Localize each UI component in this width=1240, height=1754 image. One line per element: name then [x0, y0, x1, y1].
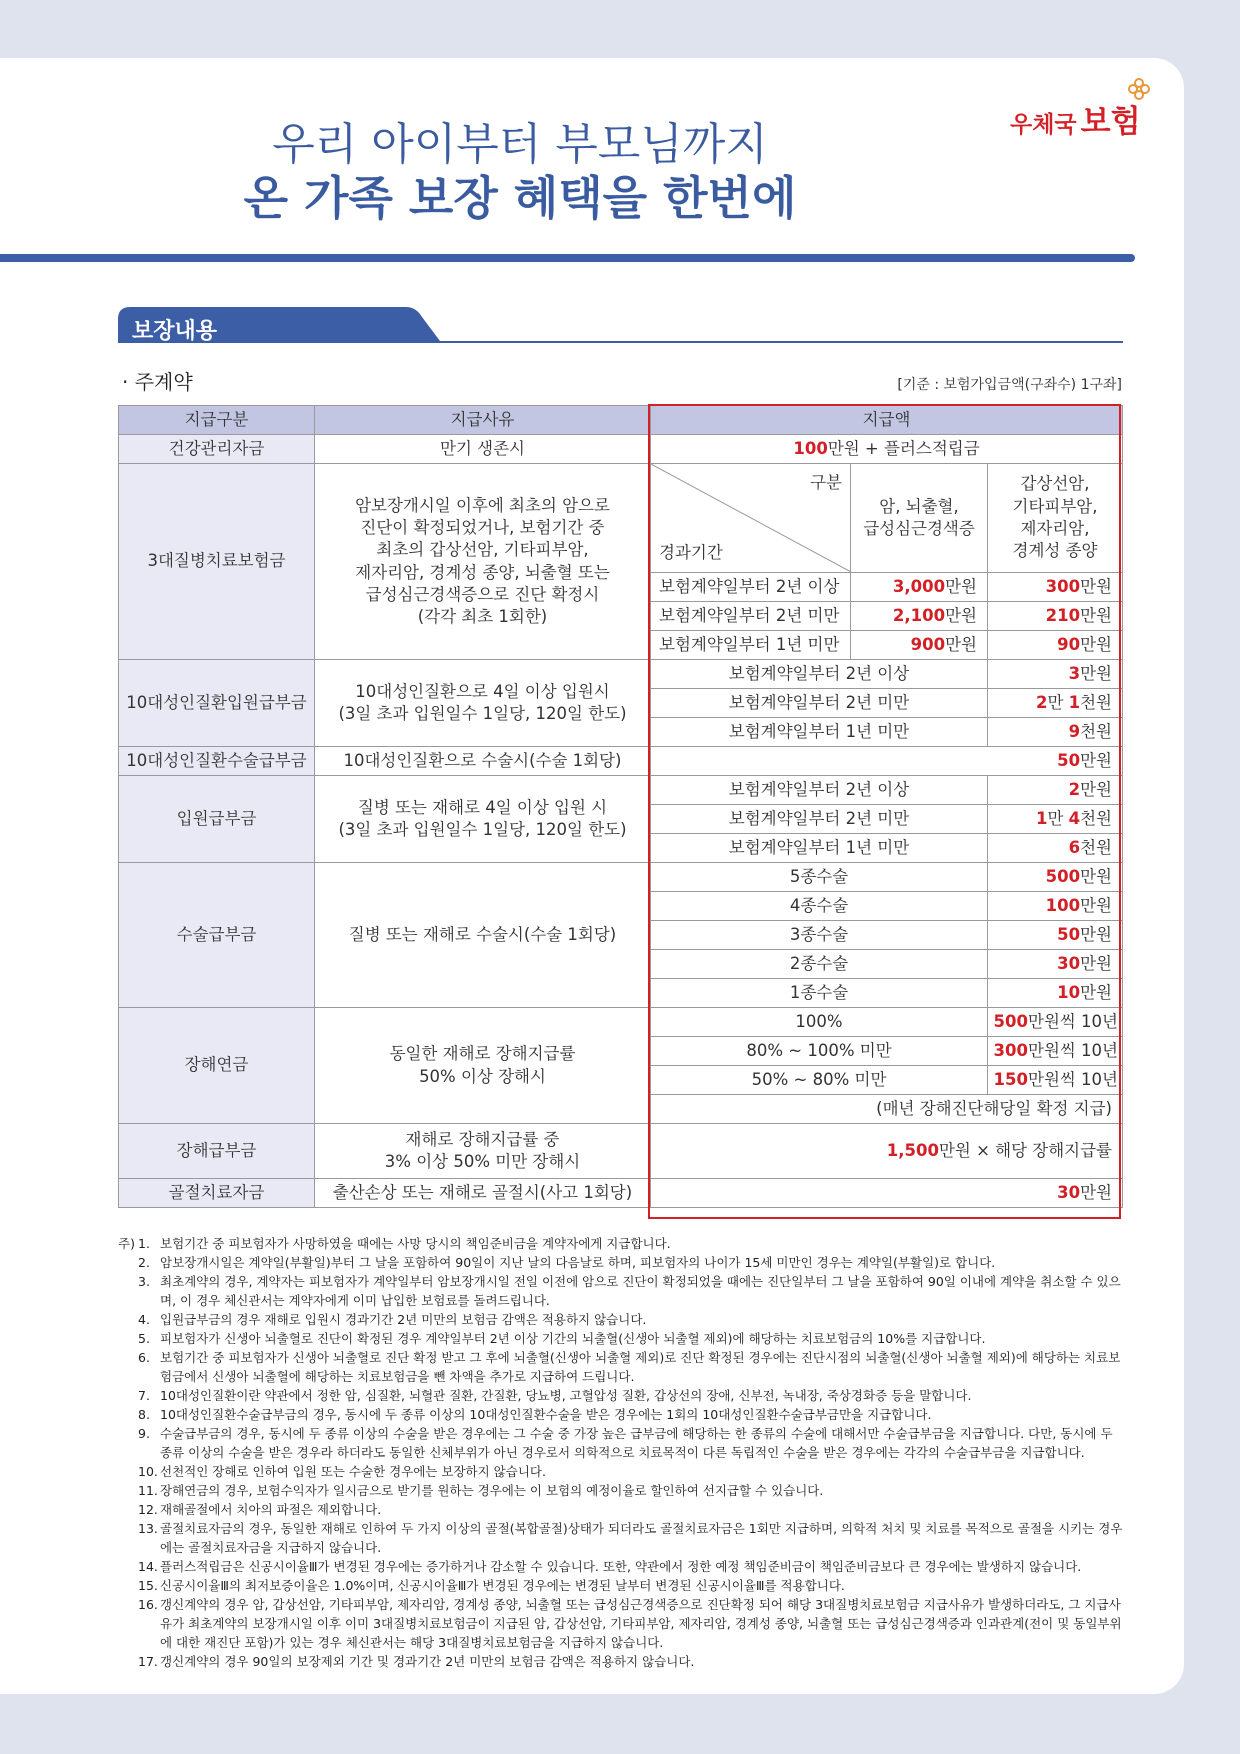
header-cell: 지급사유: [315, 406, 651, 435]
amount-cell: 300만원씩 10년: [988, 1037, 1123, 1066]
amount-cell: 10만원: [988, 979, 1123, 1008]
footnote-text: 10대성인질환수술급부금의 경우, 동시에 두 종류 이상의 10대성인질환수술을 받은 경우에는 1회의 10대성인질환수술급부금만을 지급합니다.: [160, 1407, 932, 1422]
amount-cell: 90만원: [988, 631, 1123, 660]
header-cell: 지급구분: [119, 406, 315, 435]
benefit-name: 장해급부금: [119, 1124, 315, 1179]
amount-cell: 100만원: [988, 892, 1123, 921]
surgery-type: 2종수술: [651, 950, 988, 979]
footnote-item: [118, 1234, 1126, 1253]
amount-part: 1: [1068, 692, 1081, 712]
footnote-text: 플러스적립금은 신공시이율Ⅲ가 변경된 경우에는 증가하거나 감소할 수 있습니다. 또한, 약관에서 정한 예정 책임준비금이 책임준비금보다 큰 경우에는 발생하지 않습니다.: [160, 1559, 1082, 1574]
footnote-number: 4.: [138, 1312, 150, 1327]
footnote-number: 12.: [138, 1502, 158, 1517]
footnote-text: 최초계약의 경우, 계약자는 피보험자가 계약일부터 암보장개시일 전일 이전에 암으로 진단이 확정되었을 때에는 진단일부터 그 날을 포함하여 90일 이내에 계약을 취소할 수 있으며, 이 경우 체신관서는 계약자에게 이미 납입한 보험료를 돌려드립니다.: [160, 1274, 1121, 1308]
footnote-text: 보험기간 중 피보험자가 신생아 뇌출혈로 진단 확정 받고 그 후에 뇌출혈(신생아 뇌출혈 제외)로 진단 확정된 경우에는 진단시점의 뇌출혈(신생아 뇌출혈 제외)에 해당하는 치료보험금에서 신생아 뇌출혈에 해당하는 치료보험금을 뺀 차액을 추가로 지급하여 드립니다.: [160, 1350, 1121, 1384]
amount-part: 만: [1047, 692, 1069, 712]
amount-part: 천원: [1080, 721, 1112, 741]
benefit-reason: 질병 또는 재해로 수술시(수술 1회당): [315, 863, 651, 1008]
footnote-text: 보험기간 중 피보험자가 사망하였을 때에는 사망 당시의 책임준비금을 계약자에게 지급합니다.: [160, 1236, 671, 1251]
column-header: 갑상선암, 기타피부암, 제자리암, 경계성 종양: [988, 464, 1123, 573]
coverage-table: [118, 405, 1123, 1208]
amount-cell: [988, 805, 1123, 834]
amount-cell: 210만원: [988, 602, 1123, 631]
footnote-text: 신공시이율Ⅲ의 최저보증이율은 1.0%이며, 신공시이율Ⅲ가 변경된 경우에는 변경된 날부터 변경된 신공시이율Ⅲ를 적용합니다.: [160, 1578, 845, 1593]
benefit-reason: 재해로 장해지급률 중 3% 이상 50% 미만 장해시: [315, 1124, 651, 1179]
footnote-number: 1.: [138, 1236, 150, 1251]
period-cell: 보험계약일부터 2년 이상: [651, 776, 988, 805]
amount-part: 3: [1068, 663, 1081, 683]
footnote-number: 16.: [138, 1597, 158, 1612]
footnote-item: [118, 1253, 1126, 1272]
footnote-item: [118, 1329, 1126, 1348]
amount-part: 9: [1068, 721, 1081, 741]
footnote-item: [118, 1595, 1126, 1652]
table-row: [119, 660, 1123, 689]
footnote-text: 골절치료자금의 경우, 동일한 재해로 인하여 두 가지 이상의 골절(복합골절)상태가 되더라도 골절치료자금은 1회만 지급하며, 의학적 처치 및 치료를 목적으로 골절을 시키는 경우에는 골절치료자금을 지급하지 않습니다.: [160, 1521, 1123, 1555]
benefit-amount: 100만원 + 플러스적립금: [651, 435, 1123, 464]
footnote-item: [118, 1652, 1126, 1671]
pension-note: (매년 장해진단해당일 확정 지급): [651, 1095, 1123, 1124]
footnote-number: 14.: [138, 1559, 158, 1574]
footnote-text: 피보험자가 신생아 뇌출혈로 진단이 확정된 경우 계약일부터 2년 이상 기간의 뇌출혈(신생아 뇌출혈 제외)에 해당하는 치료보험금의 10%를 지급합니다.: [160, 1331, 986, 1346]
surgery-type: 1종수술: [651, 979, 988, 1008]
amount-cell: 3,000만원: [851, 573, 988, 602]
table-row: [119, 1008, 1123, 1037]
amount-cell: 900만원: [851, 631, 988, 660]
footnote-number: 15.: [138, 1578, 158, 1593]
amount-cell: [988, 776, 1123, 805]
basis-note: [기준 : 보험가입금액(구좌수) 1구좌]: [897, 377, 1122, 393]
table-row: [119, 1124, 1123, 1179]
benefit-reason: 10대성인질환으로 4일 이상 입원시 (3일 초과 입원일수 1일당, 120일 한도): [315, 660, 651, 747]
amount-part: 1: [1035, 808, 1048, 828]
table-row: [119, 1179, 1123, 1208]
footnote-text: 갱신계약의 경우 암, 갑상선암, 기타피부암, 제자리암, 경계성 종양, 뇌출혈 또는 급성심근경색증으로 진단확정 되어 해당 3대질병치료보험금 지급사유가 발생하더라도, 그 지급사유가 최초계약의 보장개시일 이후 이미 3대질병치료보험금이 지급된 암, 갑상선암, 기타피부암, 제자리암, 경계성 종양, 뇌출혈 또는 급성심근경색증과 인과관계(전이 및 동일부위에 대한 재진단 포함)가 있는 경우 체신관서는 해당 3대질병치료보험금을 지급하지 않습니다.: [160, 1597, 1122, 1650]
surgery-type: 5종수술: [651, 863, 988, 892]
benefit-reason: 질병 또는 재해로 4일 이상 입원 시 (3일 초과 입원일수 1일당, 120일 한도): [315, 776, 651, 863]
footnote-number: 11.: [138, 1483, 158, 1498]
footnote-number: 7.: [138, 1388, 150, 1403]
section-header: [118, 307, 1123, 349]
table-row: [119, 435, 1123, 464]
amount-cell: 50만원: [988, 921, 1123, 950]
benefit-name: 건강관리자금: [119, 435, 315, 464]
footnote-item: [118, 1500, 1126, 1519]
footnote-item: [118, 1348, 1126, 1386]
table-row: [119, 776, 1123, 805]
benefit-name: 10대성인질환입원급부금: [119, 660, 315, 747]
footnote-number: 6.: [138, 1350, 150, 1365]
table-row: [119, 747, 1123, 776]
amount-part: 만: [1047, 808, 1069, 828]
footnotes: [118, 1234, 1126, 1671]
period-cell: 보험계약일부터 1년 미만: [651, 718, 988, 747]
footnote-item: [118, 1576, 1126, 1595]
page-title-line2: 온 가족 보장 혜택을 한번에: [243, 171, 797, 225]
benefit-name: 3대질병치료보험금: [119, 464, 315, 660]
period-cell: 보험계약일부터 2년 미만: [651, 602, 851, 631]
diagonal-header-cell: 구분 경과기간: [651, 464, 851, 573]
flower-icon: [1128, 78, 1150, 100]
footnote-text: 선천적인 장해로 인하여 입원 또는 수술한 경우에는 보장하지 않습니다.: [160, 1464, 546, 1479]
footnote-prefix: 주): [118, 1236, 135, 1251]
table-row: [119, 464, 1123, 573]
header-cell: 지급액: [651, 406, 1123, 435]
footnote-number: 8.: [138, 1407, 150, 1422]
benefit-name: 장해연금: [119, 1008, 315, 1124]
period-cell: 보험계약일부터 1년 미만: [651, 631, 851, 660]
amount-part: 만원: [1080, 779, 1112, 799]
table-header-row: [119, 406, 1123, 435]
footnote-item: [118, 1310, 1126, 1329]
footnote-text: 재해골절에서 치아의 파절은 제외합니다.: [160, 1502, 382, 1517]
footnote-text: 장해연금의 경우, 보험수익자가 일시금으로 받기를 원하는 경우에는 이 보험의 예정이율로 할인하여 선지급할 수 있습니다.: [160, 1483, 824, 1498]
amount-part: 2: [1035, 692, 1048, 712]
disability-rate: 80% ~ 100% 미만: [651, 1037, 988, 1066]
amount-cell: [988, 718, 1123, 747]
amount-part: 4: [1068, 808, 1081, 828]
footnote-text: 10대성인질환이란 약관에서 정한 암, 심질환, 뇌혈관 질환, 간질환, 당뇨병, 고혈압성 질환, 갑상선의 장애, 신부전, 녹내장, 죽상경화증 등을 말합니다.: [160, 1388, 972, 1403]
footnote-number: 5.: [138, 1331, 150, 1346]
amount-part: 만원: [1080, 663, 1112, 683]
benefit-reason: 10대성인질환으로 수술시(수술 1회당): [315, 747, 651, 776]
disability-rate: 50% ~ 80% 미만: [651, 1066, 988, 1095]
amount-cell: 300만원: [988, 573, 1123, 602]
amount-cell: 30만원: [988, 950, 1123, 979]
footnote-number: 13.: [138, 1521, 158, 1536]
footnote-item: [118, 1424, 1126, 1462]
amount-cell: 150만원씩 10년: [988, 1066, 1123, 1095]
page-title-line1: 우리 아이부터 부모님까지: [272, 119, 768, 170]
surgery-type: 4종수술: [651, 892, 988, 921]
benefit-name: 입원급부금: [119, 776, 315, 863]
footnote-text: 갱신계약의 경우 90일의 보장제외 기간 및 경과기간 2년 미만의 보험금 감액은 적용하지 않습니다.: [160, 1654, 695, 1669]
amount-part: 천원: [1080, 837, 1112, 857]
footnote-number: 10.: [138, 1464, 158, 1479]
amount-part: 6: [1068, 837, 1081, 857]
benefit-name: 골절치료자금: [119, 1179, 315, 1208]
footnote-text: 암보장개시일은 계약일(부활일)부터 그 날을 포함하여 90일이 지난 날의 다음날로 하며, 피보험자의 나이가 15세 미만인 경우는 계약일(부활일)로 합니다.: [160, 1255, 996, 1270]
amount-cell: 1,500만원 × 해당 장해지급률: [651, 1124, 1123, 1179]
table-row: [119, 863, 1123, 892]
amount-part: 천원: [1080, 808, 1112, 828]
period-cell: 보험계약일부터 2년 미만: [651, 805, 988, 834]
amount-cell: 2,100만원: [851, 602, 988, 631]
column-header: 암, 뇌출혈, 급성심근경색증: [851, 464, 988, 573]
section-tab-shape: [118, 307, 1123, 349]
amount-cell: 30만원: [651, 1179, 1123, 1208]
benefit-name: 10대성인질환수술급부금: [119, 747, 315, 776]
footnote-item: [118, 1272, 1126, 1310]
footnote-number: 2.: [138, 1255, 150, 1270]
footnote-number: 9.: [138, 1426, 150, 1441]
section-title: 보장내용: [132, 319, 218, 344]
brand-logo: 우체국 보험: [1010, 104, 1141, 140]
footnote-item: [118, 1462, 1126, 1481]
footnote-item: [118, 1386, 1126, 1405]
header-rule: [0, 254, 1135, 262]
period-cell: 보험계약일부터 2년 이상: [651, 660, 988, 689]
footnote-item: [118, 1481, 1126, 1500]
amount-part: 2: [1068, 779, 1081, 799]
benefit-reason: 동일한 재해로 장해지급률 50% 이상 장해시: [315, 1008, 651, 1124]
period-cell: 보험계약일부터 1년 미만: [651, 834, 988, 863]
disability-rate: 100%: [651, 1008, 988, 1037]
subsection-title: · 주계약: [122, 370, 193, 394]
amount-cell: [988, 660, 1123, 689]
footnote-item: [118, 1405, 1126, 1424]
footnote-item: [118, 1519, 1126, 1557]
benefit-reason: 만기 생존시: [315, 435, 651, 464]
amount-cell: 50만원: [651, 747, 1123, 776]
benefit-reason: 출산손상 또는 재해로 골절시(사고 1회당): [315, 1179, 651, 1208]
footnote-list: [118, 1234, 1126, 1671]
surgery-type: 3종수술: [651, 921, 988, 950]
footnote-number: 17.: [138, 1654, 158, 1669]
footnote-number: 3.: [138, 1274, 150, 1289]
amount-cell: [988, 834, 1123, 863]
period-cell: 보험계약일부터 2년 미만: [651, 689, 988, 718]
benefit-reason: 암보장개시일 이후에 최초의 암으로 진단이 확정되었거나, 보험기간 중 최초의 갑상선암, 기타피부암, 제자리암, 경계성 종양, 뇌출혈 또는 급성심근경색증으로 진단 확정시 (각각 최초 1회한): [315, 464, 651, 660]
amount-part: 천원: [1080, 692, 1112, 712]
footnote-text: 입원급부금의 경우 재해로 입원시 경과기간 2년 미만의 보험금 감액은 적용하지 않습니다.: [160, 1312, 647, 1327]
footnote-text: 수술급부금의 경우, 동시에 두 종류 이상의 수술을 받은 경우에는 그 수술 중 가장 높은 급부금에 해당하는 한 종류의 수술에 대해서만 수술급부금을 지급합니다. 다만, 동시에 두 종류 이상의 수술을 받은 경우라 하더라도 동일한 신체부위가 아닌 경우로서 의학적으로 치료목적이 다른 독립적인 수술을 받은 경우에는 각각의 수술급부금을 지급합니다.: [160, 1426, 1113, 1460]
footnote-item: [118, 1557, 1126, 1576]
period-cell: 보험계약일부터 2년 이상: [651, 573, 851, 602]
amount-cell: 500만원: [988, 863, 1123, 892]
amount-cell: 500만원씩 10년: [988, 1008, 1123, 1037]
amount-cell: [988, 689, 1123, 718]
benefit-name: 수술급부금: [119, 863, 315, 1008]
